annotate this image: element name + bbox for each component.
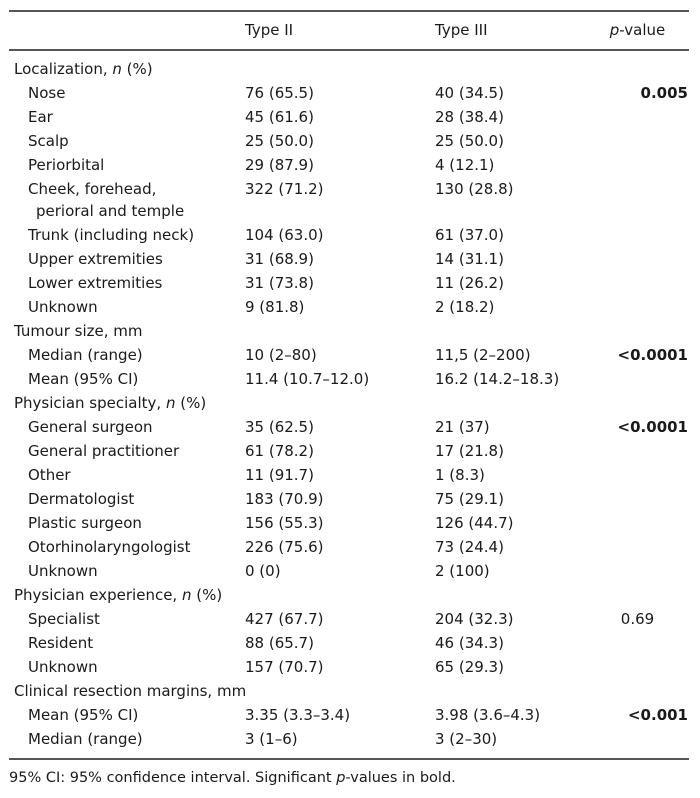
cell-type-iii: 4 (12.1) <box>435 156 495 174</box>
cell-type-ii: 104 (63.0) <box>245 226 324 244</box>
row-label: Unknown <box>28 562 98 580</box>
header-p-value <box>595 21 680 39</box>
row-label: Unknown <box>28 658 98 676</box>
row-label: Mean (95% CI) <box>28 370 139 388</box>
group-heading-rest: (%) <box>121 60 153 78</box>
group-heading <box>14 60 153 78</box>
cell-type-iii: 40 (34.5) <box>435 84 504 102</box>
cell-type-ii: 76 (65.5) <box>245 84 314 102</box>
row-label: Specialist <box>28 610 100 628</box>
cell-type-iii: 2 (18.2) <box>435 298 495 316</box>
cell-type-iii: 25 (50.0) <box>435 132 504 150</box>
row-label: Nose <box>28 84 66 102</box>
cell-type-iii: 1 (8.3) <box>435 466 485 484</box>
table-footnote <box>9 770 456 786</box>
group-heading <box>14 682 246 700</box>
cell-type-iii: 61 (37.0) <box>435 226 504 244</box>
cell-type-ii: 35 (62.5) <box>245 418 314 436</box>
group-heading-rest: (%) <box>191 586 223 604</box>
row-label: Plastic surgeon <box>28 514 142 532</box>
footnote-text-before: 95% CI: 95% confidence interval. Significant <box>9 770 337 786</box>
group-heading-italic: n <box>181 586 192 604</box>
cell-type-iii: 21 (37) <box>435 418 490 436</box>
cell-type-ii: 29 (87.9) <box>245 156 314 174</box>
cell-type-iii: 75 (29.1) <box>435 490 504 508</box>
footnote-italic: p <box>336 770 346 786</box>
cell-type-ii: 11.4 (10.7–12.0) <box>245 370 370 388</box>
row-label: Ear <box>28 108 53 126</box>
header-type-ii: Type II <box>245 21 294 39</box>
group-heading-text: Physician specialty, <box>14 394 166 412</box>
row-label: Otorhinolaryngologist <box>28 538 191 556</box>
cell-type-ii: 9 (81.8) <box>245 298 305 316</box>
cell-type-ii: 157 (70.7) <box>245 658 324 676</box>
header-p-rest: -value <box>619 21 666 39</box>
cell-type-ii: 3 (1–6) <box>245 730 298 748</box>
group-heading <box>14 586 222 604</box>
cell-p-value: 0.69 <box>620 610 655 628</box>
cell-type-ii: 226 (75.6) <box>245 538 324 556</box>
table-bottom-rule <box>9 758 689 760</box>
cell-p-value: 0.005 <box>640 84 688 102</box>
row-label: Median (range) <box>28 730 143 748</box>
cell-p-value: <0.001 <box>627 706 688 724</box>
cell-type-iii: 130 (28.8) <box>435 180 514 198</box>
cell-type-ii: 156 (55.3) <box>245 514 324 532</box>
group-heading <box>14 322 142 340</box>
group-heading <box>14 394 206 412</box>
cell-type-ii: 0 (0) <box>245 562 281 580</box>
cell-type-iii: 2 (100) <box>435 562 490 580</box>
group-heading-text: Localization, <box>14 60 113 78</box>
cell-type-iii: 3 (2–30) <box>435 730 498 748</box>
cell-type-ii: 322 (71.2) <box>245 180 324 198</box>
cell-type-ii: 25 (50.0) <box>245 132 314 150</box>
header-type-iii: Type III <box>435 21 488 39</box>
cell-type-iii: 11,5 (2–200) <box>435 346 531 364</box>
table-top-rule <box>9 10 689 12</box>
row-label: Trunk (including neck) <box>28 226 195 244</box>
cell-type-iii: 73 (24.4) <box>435 538 504 556</box>
cell-type-ii: 3.35 (3.3–3.4) <box>245 706 351 724</box>
cell-type-iii: 16.2 (14.2–18.3) <box>435 370 560 388</box>
cell-type-ii: 45 (61.6) <box>245 108 314 126</box>
row-label: Periorbital <box>28 156 105 174</box>
header-p-italic: p <box>609 21 620 39</box>
cell-type-ii: 10 (2–80) <box>245 346 317 364</box>
row-label: Lower extremities <box>28 274 163 292</box>
group-heading-text: Tumour size, mm <box>14 322 143 340</box>
cell-type-iii: 14 (31.1) <box>435 250 504 268</box>
group-heading-text: Clinical resection margins, mm <box>14 682 247 700</box>
cell-type-ii: 11 (91.7) <box>245 466 314 484</box>
row-label: Upper extremities <box>28 250 163 268</box>
cell-type-iii: 204 (32.3) <box>435 610 514 628</box>
cell-type-iii: 28 (38.4) <box>435 108 504 126</box>
cell-type-ii: 427 (67.7) <box>245 610 324 628</box>
group-heading-italic: n <box>112 60 122 78</box>
row-label: Resident <box>28 634 94 652</box>
row-label: Dermatologist <box>28 490 135 508</box>
row-label: Cheek, forehead, <box>28 180 157 198</box>
cell-type-ii: 31 (68.9) <box>245 250 314 268</box>
cell-type-iii: 11 (26.2) <box>435 274 504 292</box>
row-label: Median (range) <box>28 346 143 364</box>
cell-type-ii: 61 (78.2) <box>245 442 314 460</box>
cell-p-value: <0.0001 <box>617 346 688 364</box>
cell-type-iii: 65 (29.3) <box>435 658 504 676</box>
row-label: General practitioner <box>28 442 180 460</box>
cell-type-iii: 46 (34.3) <box>435 634 504 652</box>
cell-type-iii: 17 (21.8) <box>435 442 504 460</box>
cell-type-ii: 88 (65.7) <box>245 634 314 652</box>
cell-type-ii: 183 (70.9) <box>245 490 324 508</box>
cell-p-value: <0.0001 <box>617 418 688 436</box>
row-label-continuation: perioral and temple <box>36 202 185 220</box>
row-label: Other <box>28 466 71 484</box>
cell-type-iii: 3.98 (3.6–4.3) <box>435 706 541 724</box>
group-heading-rest: (%) <box>175 394 207 412</box>
row-label: Scalp <box>28 132 69 150</box>
row-label: General surgeon <box>28 418 153 436</box>
footnote-text-after: -values in bold. <box>345 770 456 786</box>
group-heading-text: Physician experience, <box>14 586 182 604</box>
table-header-rule <box>9 49 689 51</box>
row-label: Unknown <box>28 298 98 316</box>
cell-type-iii: 126 (44.7) <box>435 514 514 532</box>
group-heading-italic: n <box>165 394 176 412</box>
row-label: Mean (95% CI) <box>28 706 139 724</box>
cell-type-ii: 31 (73.8) <box>245 274 314 292</box>
